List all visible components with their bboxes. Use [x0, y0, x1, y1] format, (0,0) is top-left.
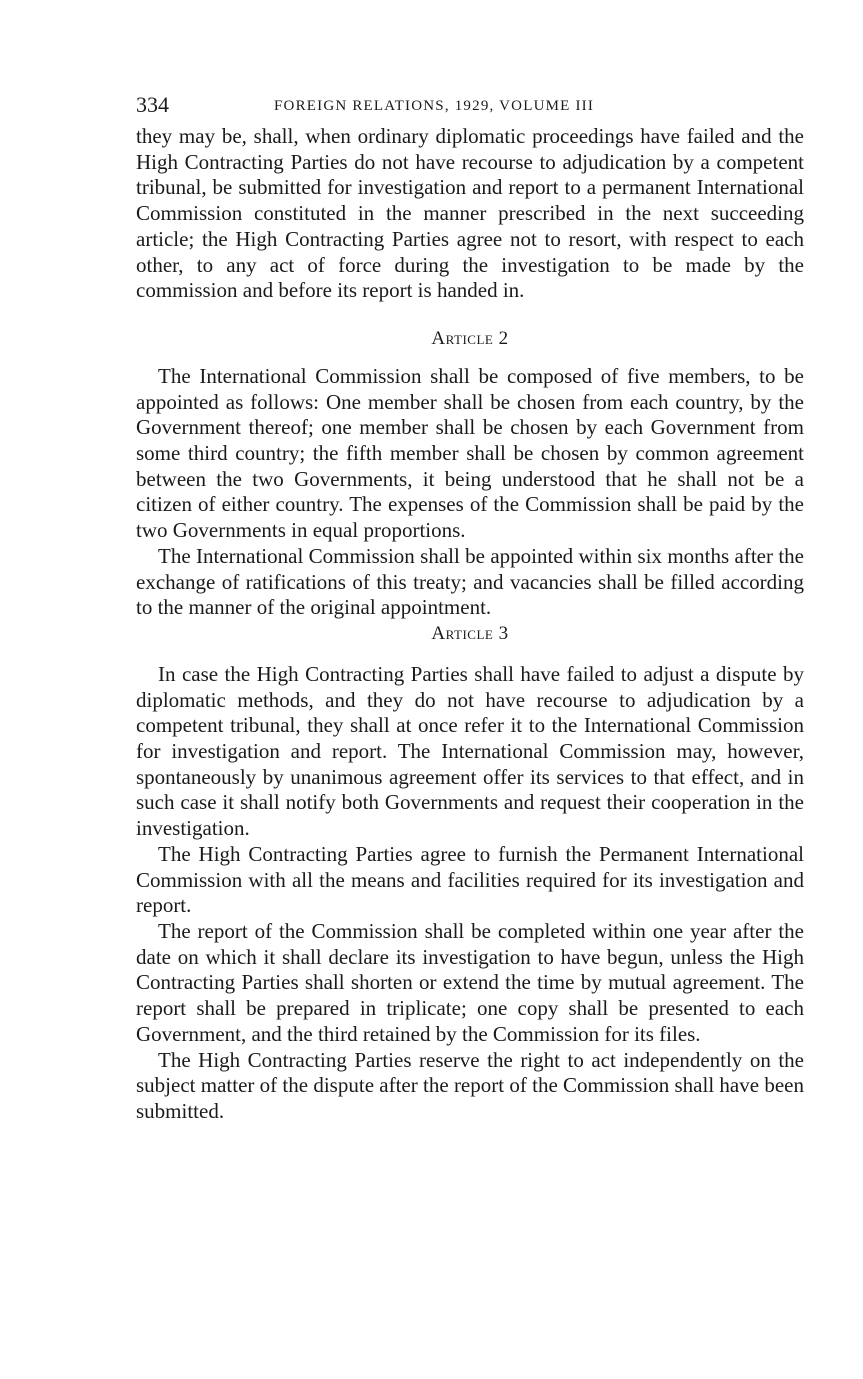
article-3-paragraph-1: In case the High Contracting Parties shall have failed to adjust a dispute by diplomatic methods, and they do not have recourse to adjudication by a competent tribunal, they shall at once refer it to the International Commission for investigation and report. The International Commission may, however, spontaneously by unanimous agreement offer its services to that effect, and in such case it shall notify both Governments and request their cooperation in the investigation.	[136, 661, 804, 841]
running-head	[136, 90, 804, 124]
article-2-paragraph-1: The International Commission shall be composed of five members, to be appointed as follows: One member shall be chosen from each country, by the Government thereof; one member shall be chosen by each Government from some third country; the fifth member shall be chosen by common agreement between the two Governments, it being understood that he shall not be a citizen of either country. The expenses of the Commission shall be paid by the two Governments in equal proportions.	[136, 363, 804, 543]
article-3-paragraph-2: The High Contracting Parties agree to furnish the Permanent International Commission with all the means and facilities required for its investigation and report.	[136, 841, 804, 918]
article-2-paragraph-2: The International Commission shall be appointed within six months after the exchange of ratifications of this treaty; and vacancies shall be filled according to the manner of the original appointment.	[136, 543, 804, 620]
document-page	[136, 90, 804, 1125]
article-2-heading: Article 2	[431, 327, 509, 349]
page-number: 334	[136, 92, 169, 117]
article-3-heading: Article 3	[431, 622, 509, 644]
article-3-paragraph-4: The High Contracting Parties reserve the right to act independently on the subject matter of the dispute after the report of the Commission shall have been submitted.	[136, 1047, 804, 1123]
intro-paragraph: they may be, shall, when ordinary diplomatic proceedings have failed and the High Contracting Parties do not have recourse to adjudication by a competent tribunal, be submitted for investigation and report to a permanent International Commission constituted in the manner prescribed in the next succeeding article; the High Contracting Parties agree not to resort, with respect to each other, to any act of force during the investigation to be made by the commission and before its report is handed in.	[136, 124, 804, 303]
running-head-title: FOREIGN RELATIONS, 1929, VOLUME III	[274, 98, 595, 114]
article-3-paragraph-3: The report of the Commission shall be completed within one year after the date on which it shall declare its investigation to have begun, unless the High Contracting Parties shall shorten or extend the time by mutual agreement. The report shall be prepared in triplicate; one copy shall be presented to each Government, and the third retained by the Commission for its files.	[136, 918, 804, 1046]
